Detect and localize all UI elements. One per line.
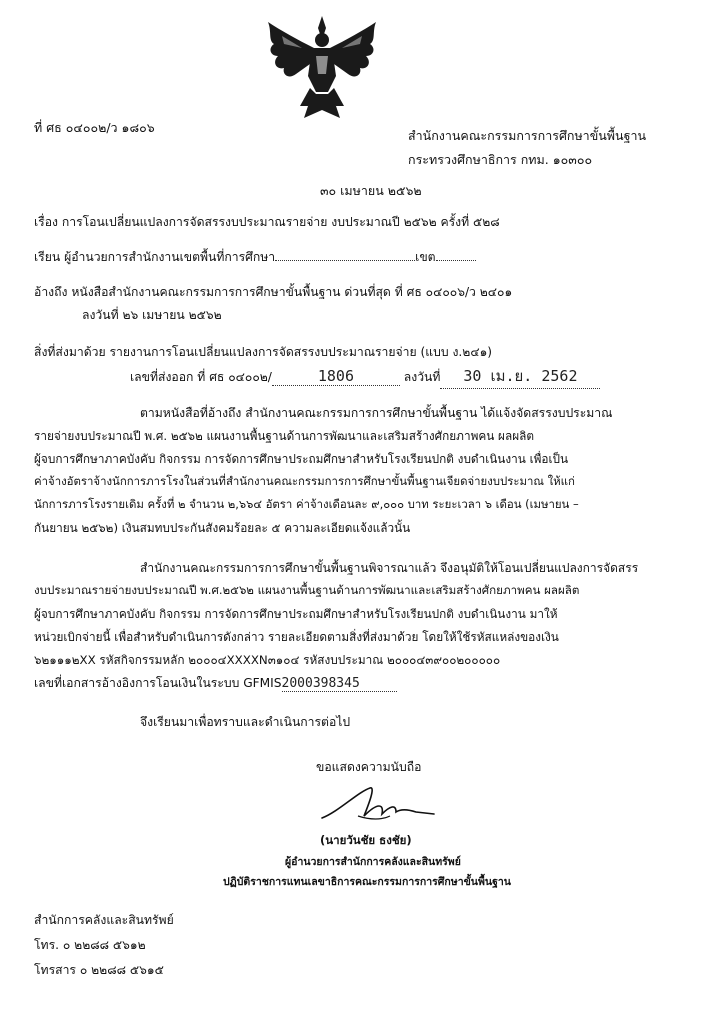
garuda-emblem-icon	[262, 14, 382, 124]
closing-text: จึงเรียนมาเพื่อทราบและดำเนินการต่อไป	[140, 715, 351, 729]
reference-line	[34, 283, 512, 302]
recipient-suffix: เขต	[415, 250, 436, 264]
signer-title-1: ผู้อำนวยการสำนักการคลังและสินทรัพย์	[285, 856, 461, 868]
footer-tel: โทร. ๐ ๒๒๘๘ ๕๖๑๒	[34, 938, 146, 952]
gfmis-field	[282, 676, 397, 692]
subject-text: การโอนเปลี่ยนแปลงการจัดสรรงบประมาณรายจ่าย งบประมาณปี ๒๕๖๒ ครั้งที่ ๕๒๘	[61, 215, 500, 229]
send-number-value: 1806	[317, 367, 354, 385]
reference-date: ลงวันที่ ๒๖ เมษายน ๒๕๖๒	[82, 308, 222, 322]
p2-line-3: ผู้จบการศึกษาภาคบังคับ กิจกรรม การจัดการศึกษาประถมศึกษาสำหรับโรงเรียนปกติ งบดำเนินงาน มาให้	[34, 607, 558, 621]
enclosure-label: สิ่งที่ส่งมาด้วย	[34, 345, 106, 359]
p1-line-5: นักการภารโรงรายเดิม ครั้งที่ ๒ จำนวน ๒,๖๖๔ อัตรา ค่าจ้างเดือนละ ๙,๐๐๐ บาท ระยะเวลา ๖ เดือน (เมษายน –	[34, 497, 579, 511]
document-date: ๓๐ เมษายน ๒๕๖๒	[320, 183, 422, 198]
p2-line-1: สำนักงานคณะกรรมการการศึกษาขั้นพื้นฐานพิจารณาแล้ว จึงอนุมัติให้โอนเปลี่ยนแปลงการจัดสรร	[140, 561, 639, 575]
agency-address: กระทรวงศึกษาธิการ กทม. ๑๐๓๐๐	[408, 152, 593, 167]
send-number-field	[272, 367, 400, 386]
footer-fax: โทรสาร ๐ ๒๒๘๘ ๕๖๑๕	[34, 963, 164, 977]
p2-line-4: หน่วยเบิกจ่ายนี้ เพื่อสำหรับดำเนินการดังกล่าว รายละเอียดตามสิ่งที่ส่งมาด้วย โดยให้ใช้รหัสแหล่งของเงิน	[34, 630, 559, 644]
send-date-label: ลงวันที่	[403, 370, 441, 384]
reference-text: หนังสือสำนักงานคณะกรรมการการศึกษาขั้นพื้นฐาน ด่วนที่สุด ที่ ศธ ๐๔๐๐๖/ว ๒๔๐๑	[71, 285, 513, 299]
enclosure-send-line	[130, 364, 600, 389]
send-date-field	[440, 364, 600, 389]
recipient-label: เรียน	[34, 250, 61, 264]
subject-label: เรื่อง	[34, 215, 58, 229]
p1-line-1: ตามหนังสือที่อ้างถึง สำนักงานคณะกรรมการการศึกษาขั้นพื้นฐาน ได้แจ้งจัดสรรงบประมาณ	[140, 406, 613, 420]
gfmis-value: 2000398345	[281, 676, 360, 691]
enclosure-text: รายงานการโอนเปลี่ยนแปลงการจัดสรรงบประมาณรายจ่าย (แบบ ง.๒๔๑)	[109, 345, 493, 359]
recipient-line	[34, 248, 476, 267]
signer-name: (นายวันชัย ธงชัย)	[320, 833, 412, 847]
p1-line-3: ผู้จบการศึกษาภาคบังคับ กิจกรรม การจัดการศึกษาประถมศึกษาสำหรับโรงเรียนปกติ งบดำเนินงาน เพื่อเป็น	[34, 452, 569, 466]
district-blank	[436, 260, 476, 261]
signer-title-2: ปฏิบัติราชการแทนเลขาธิการคณะกรรมการการศึกษาขั้นพื้นฐาน	[223, 876, 511, 888]
reference-label: อ้างถึง	[34, 285, 68, 299]
agency-name: สำนักงานคณะกรรมการการศึกษาขั้นพื้นฐาน	[408, 128, 647, 143]
subject-line	[34, 213, 500, 232]
send-number-label: เลขที่ส่งออก ที่ ศธ ๐๔๐๐๒/	[130, 370, 272, 384]
p1-line-2: รายจ่ายงบประมาณปี พ.ศ. ๒๕๖๒ แผนงานพื้นฐานด้านการพัฒนาและเสริมสร้างศักยภาพคน ผลผลิต	[34, 429, 534, 443]
footer-office: สำนักการคลังและสินทรัพย์	[34, 913, 174, 927]
gfmis-line	[34, 674, 397, 693]
recipient-text: ผู้อำนวยการสำนักงานเขตพื้นที่การศึกษา	[64, 250, 276, 264]
send-date-value: 30 เม.ย. 2562	[463, 367, 578, 385]
p2-line-2: งบประมาณรายจ่ายงบประมาณปี พ.ศ.๒๕๖๒ แผนงานพื้นฐานด้านการพัฒนาและเสริมสร้างศักยภาพคน ผลผลิต	[34, 583, 580, 597]
recipient-blank	[275, 260, 415, 261]
gfmis-label: เลขที่เอกสารอ้างอิงการโอนเงินในระบบ GFMIS	[34, 676, 282, 690]
document-number: ที่ ศธ ๐๔๐๐๒/ว ๑๘๐๖	[34, 120, 155, 135]
p2-line-5: ๖๒๑๑๑๒XX รหัสกิจกรรมหลัก ๒๐๐๐๔XXXXN๓๑๐๔ รหัสงบประมาณ ๒๐๐๐๔๓๙๐๐๒๐๐๐๐๐	[34, 653, 501, 667]
p1-line-4: ค่าจ้างอัตราจ้างนักการภารโรงในส่วนที่สำนักงานคณะกรรมการการศึกษาขั้นพื้นฐานเจียดจ่ายงบประมาณ ให้แก่	[34, 474, 575, 488]
regards-text: ขอแสดงความนับถือ	[316, 760, 422, 774]
enclosure-line	[34, 343, 492, 362]
handwritten-signature	[318, 782, 438, 828]
p1-line-6: กันยายน ๒๕๖๒) เงินสมทบประกันสังคมร้อยละ ๕ ความละเอียดแจ้งแล้วนั้น	[34, 521, 411, 535]
